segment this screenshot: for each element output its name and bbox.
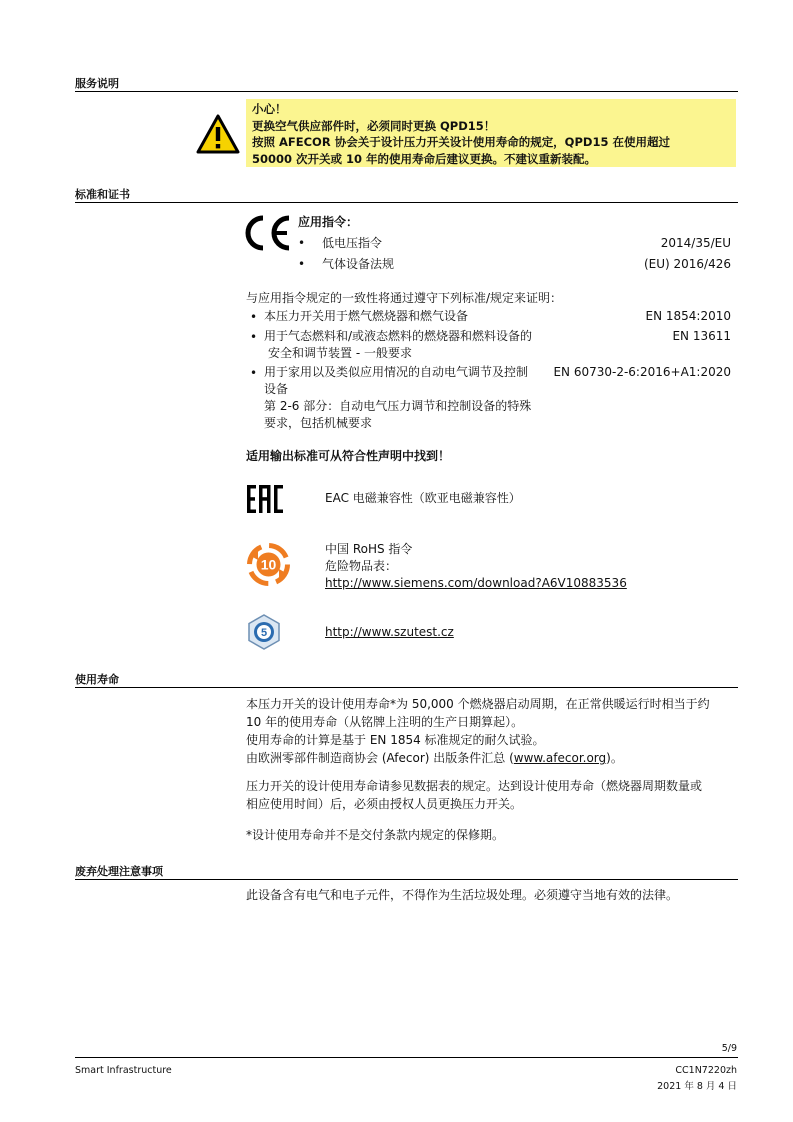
rohs-title: 中国 RoHS 指令 xyxy=(325,542,413,556)
lifetime-paragraph-1 xyxy=(246,695,710,767)
section-divider xyxy=(75,202,738,203)
szutest-link[interactable]: http://www.szutest.cz xyxy=(325,625,454,639)
section-title-standards: 标准和证书 xyxy=(75,188,130,201)
conformity-line: 设备 xyxy=(264,382,289,396)
bullet: • xyxy=(298,236,306,250)
footer-company: Smart Infrastructure xyxy=(75,1065,172,1076)
bullet: • xyxy=(250,366,258,380)
conformity-text xyxy=(264,328,532,362)
rohs-subtitle: 危险物品表： xyxy=(325,559,398,573)
caution-line: 50000 次开关或 10 年的使用寿命后建议更换。不建议重新装配。 xyxy=(252,151,597,166)
text-line: 本压力开关的设计使用寿命*为 50,000 个燃烧器启动周期，在正常供暖运行时相当于约 xyxy=(246,697,710,711)
eac-text: EAC 电磁兼容性（欧亚电磁兼容性） xyxy=(325,491,521,505)
lifetime-footnote: *设计使用寿命并不是交付条款内规定的保修期。 xyxy=(246,828,505,842)
page-number: 5/9 xyxy=(721,1043,737,1054)
bullet: • xyxy=(250,330,258,344)
warning-icon xyxy=(196,114,240,154)
standard-code: EN 13611 xyxy=(672,329,731,343)
section-divider xyxy=(75,91,738,92)
rohs-10-icon xyxy=(246,542,291,587)
section-title-service: 服务说明 xyxy=(75,77,119,90)
szutest-logo-number: 5 xyxy=(260,627,268,639)
footer-date: 2021 年 8 月 4 日 xyxy=(657,1081,737,1092)
conformity-intro: 与应用指令规定的一致性将通过遵守下列标准/规定来证明： xyxy=(246,291,563,305)
rohs-block xyxy=(325,541,627,592)
text-line: 由欧洲零部件制造商协会 (Afecor) 出版条件汇总 (www.afecor.org)。 xyxy=(246,751,623,765)
footer-doc-id: CC1N7220zh xyxy=(675,1065,737,1076)
text-line: 相应使用时间）后，必须由授权人员更换压力开关。 xyxy=(246,797,523,811)
section-divider xyxy=(75,879,738,880)
section-title-lifetime: 使用寿命 xyxy=(75,673,119,686)
caution-line: 按照 AFECOR 协会关于设计压力开关设计使用寿命的规定，QPD15 在使用超过 xyxy=(252,135,670,149)
szutest-block xyxy=(325,624,454,641)
caution-title: 小心！ xyxy=(252,102,287,116)
standard-code: EN 60730-2-6:2016+A1:2020 xyxy=(553,365,731,379)
directive-code: 2014/35/EU xyxy=(660,236,731,250)
directive-name: 低电压指令 xyxy=(322,236,383,250)
text-line: 10 年的使用寿命（从铭牌上注明的生产日期算起）。 xyxy=(246,715,524,729)
output-note: 适用输出标准可从符合性声明中找到！ xyxy=(246,449,451,463)
conformity-line: 用于家用以及类似应用情况的自动电气调节及控制 xyxy=(264,365,529,379)
conformity-text: 本压力开关用于燃气燃烧器和燃气设备 xyxy=(264,309,469,323)
conformity-line: 要求，包括机械要求 xyxy=(264,416,373,430)
conformity-line: 安全和调节装置 - 一般要求 xyxy=(268,346,412,360)
eac-logo-icon xyxy=(246,484,284,514)
conformity-text xyxy=(264,364,531,432)
bullet: • xyxy=(250,310,258,324)
section-divider xyxy=(75,687,738,688)
rohs-download-link[interactable]: http://www.siemens.com/download?A6V10883536 xyxy=(325,576,627,590)
bullet: • xyxy=(298,257,306,271)
section-title-disposal: 废弃处理注意事项 xyxy=(75,865,163,878)
footer-divider xyxy=(75,1057,738,1058)
directive-code: (EU) 2016/426 xyxy=(643,257,731,271)
afecor-link[interactable]: www.afecor.org xyxy=(513,751,607,765)
conformity-line: 用于气态燃料和/或液态燃料的燃烧器和燃料设备的 xyxy=(264,329,533,343)
text-line: 压力开关的设计使用寿命请参见数据表的规定。达到设计使用寿命（燃烧器周期数量或 xyxy=(246,779,703,793)
text-line: 使用寿命的计算是基于 EN 1854 标准规定的耐久试验。 xyxy=(246,733,545,747)
standard-code: EN 1854:2010 xyxy=(645,309,731,323)
szutest-logo-icon xyxy=(246,614,282,650)
directive-name: 气体设备法规 xyxy=(322,257,395,271)
disposal-text: 此设备含有电气和电子元件，不得作为生活垃圾处理。必须遵守当地有效的法律。 xyxy=(246,888,679,902)
caution-box xyxy=(246,99,736,167)
directives-heading: 应用指令： xyxy=(298,215,359,229)
rohs-logo-number: 10 xyxy=(260,556,277,573)
caution-line: 更换空气供应部件时，必须同时更换 QPD15！ xyxy=(252,118,496,133)
lifetime-paragraph-2 xyxy=(246,777,702,813)
conformity-line: 第 2-6 部分：自动电气压力调节和控制设备的特殊 xyxy=(264,399,532,413)
ce-mark-icon xyxy=(241,214,293,252)
